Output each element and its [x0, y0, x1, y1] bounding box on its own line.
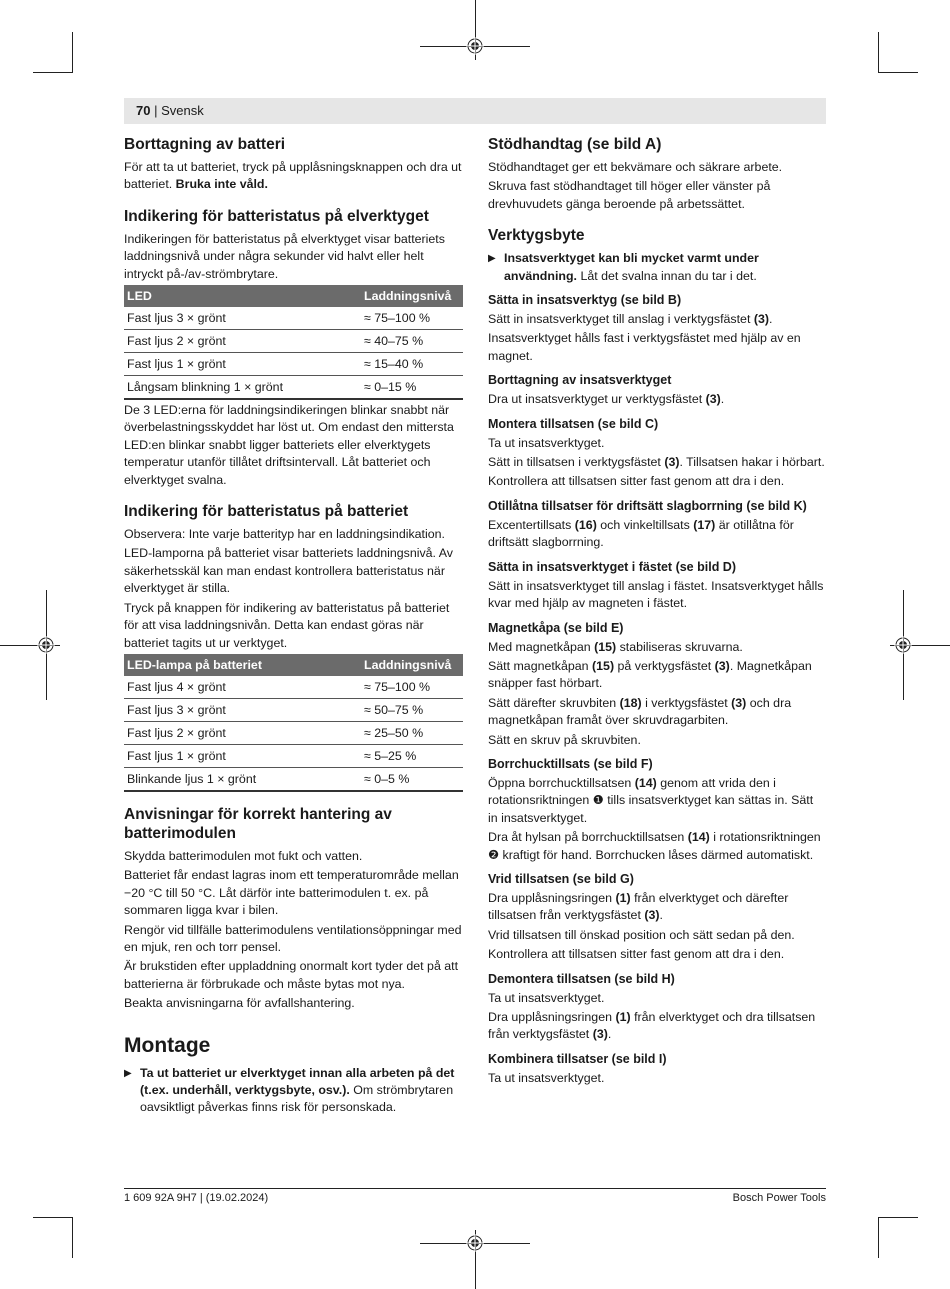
subsection-forbidden-attachments — [488, 498, 826, 552]
registration-mark-icon — [894, 636, 912, 654]
subsection-title: Magnetkåpa (se bild E) — [488, 620, 624, 635]
subsection-remove-tool — [488, 372, 826, 408]
section-tool-change — [488, 226, 826, 285]
subsection-insert-tool — [488, 292, 826, 365]
paragraph: Skruva fast stödhandtaget till höger eller vänster på drevhuvudets gänga beroende på arbetssättet. — [488, 179, 771, 211]
chapter-title: Montage — [124, 1033, 211, 1057]
registration-mark-icon — [466, 37, 484, 55]
section-title: Verktygsbyte — [488, 227, 585, 245]
subsection-title: Montera tillsatsen (se bild C) — [488, 416, 659, 431]
section-title: Anvisningar för korrekt hantering av batterimodulen — [124, 805, 392, 842]
subsection-combine-attachments — [488, 1051, 826, 1087]
section-side-handle — [488, 135, 826, 213]
footer-divider — [124, 1188, 826, 1189]
section-battery-handling — [124, 805, 464, 1013]
table-row: Fast ljus 4 × grönt ≈ 75–100 % — [124, 676, 463, 699]
charge-level-table — [124, 285, 463, 400]
subsection-title: Kombinera tillsatser (se bild I) — [488, 1051, 667, 1066]
battery-charge-table — [124, 654, 463, 792]
subsection-magnetic-cap — [488, 620, 826, 749]
table-header-row: LED Laddningsnivå — [124, 285, 463, 307]
section-title: Borttagning av batteri — [124, 136, 286, 153]
subsection-title: Demontera tillsatsen (se bild H) — [488, 971, 675, 986]
subsection-dismount-attachment — [488, 971, 826, 1044]
paragraph: Rengör vid tillfälle batterimodulens ventilationsöppningar med en mjuk, ren och torr pensel. — [124, 922, 462, 954]
paragraph: Batteriet får endast lagras inom ett temperaturområde mellan −20 °C till 50 °C. Låt därför inte batterimodulen t. ex. på sommaren ligga kvar i bilen. — [124, 868, 459, 918]
paragraph: Sätt en skruv på skruvbiten. — [488, 732, 641, 747]
paragraph: För att ta ut batteriet, tryck på upplåsningsknappen och dra ut batteriet. Bruka inte våld. — [124, 160, 462, 192]
subsection-title: Otillåtna tillsatser för driftsätt slagborrning (se bild K) — [488, 498, 807, 513]
paragraph: Dra upplåsningsringen (1) från elverktyget och därefter tillsatsen från verktygsfästet (3). — [488, 890, 789, 923]
subsection-title: Sätta in insatsverktyget i fästet (se bild D) — [488, 559, 736, 574]
footer-brand: Bosch Power Tools — [732, 1192, 826, 1204]
paragraph: Sätt därefter skruvbiten (18) i verktygsfästet (3) och dra magnetkåpan framåt över skruvdragarbiten. — [488, 695, 792, 728]
table-row: Blinkande ljus 1 × grönt ≈ 0–5 % — [124, 767, 463, 791]
paragraph: Dra upplåsningsringen (1) från elverktyget och dra tillsatsen från verktygsfästet (3). — [488, 1010, 816, 1042]
paragraph: Sätt magnetkåpan (15) på verktygsfästet (3). Magnetkåpan snäpper fast hörbart. — [488, 658, 812, 691]
registration-mark-icon — [466, 1234, 484, 1252]
table-row: Fast ljus 2 × grönt ≈ 25–50 % — [124, 721, 463, 744]
paragraph: Tryck på knappen för indikering av batteristatus på batteriet för att visa laddningsnivån. Detta kan endast göras när batteriet tagits ut ur verktyget. — [124, 600, 450, 650]
section-montage — [124, 1033, 464, 1117]
subsection-insert-in-holder — [488, 559, 826, 613]
header-separator: | — [154, 103, 158, 118]
paragraph: De 3 LED:erna för laddningsindikeringen blinkar snabbt när överbelastningsskyddet har löst ut. Om endast den mittersta LED:en blinkar snabbt ligger batteriets eller elverktygets temperatur utanför tillåtet driftsintervall. Låt batteriet och elverktyget svalna. — [124, 403, 454, 487]
section-tool-battery-status — [124, 207, 464, 489]
paragraph: Ta ut insatsverktyget. — [488, 990, 605, 1005]
paragraph: Vrid tillsatsen till önskad position och sätt sedan på den. — [488, 927, 795, 942]
paragraph: LED-lamporna på batteriet visar batteriets laddningsnivå. Av säkerhetsskäl kan man endast kontrollera batteristatus när elverktyget är stilla. — [124, 546, 453, 596]
subsection-title: Borttagning av insatsverktyget — [488, 373, 672, 388]
paragraph: Ta ut insatsverktyget. — [488, 435, 605, 450]
subsection-mount-attachment — [488, 416, 826, 491]
subsection-title: Borrchucktillsats (se bild F) — [488, 756, 653, 771]
table-row: Fast ljus 1 × grönt ≈ 5–25 % — [124, 744, 463, 767]
section-title: Stödhandtag (se bild A) — [488, 136, 662, 153]
arrow-right-icon: ▶ — [488, 253, 496, 265]
paragraph: Observera: Inte varje batterityp har en laddningsindikation. — [124, 527, 445, 542]
paragraph: Öppna borrchucktillsatsen (14) genom att vrida den i rotationsriktningen ❶ tills insatsverktyget kan sättas in. Sätt in insatsverktyget. — [488, 775, 814, 825]
paragraph: Dra ut insatsverktyget ur verktygsfästet (3). — [488, 392, 725, 407]
right-column — [488, 135, 826, 1094]
paragraph: Kontrollera att tillsatsen sitter fast genom att dra i den. — [488, 474, 785, 489]
section-battery-removal — [124, 135, 464, 194]
left-column — [124, 135, 464, 1119]
paragraph: Excentertillsats (16) och vinkeltillsats (17) är otillåtna för driftsätt slagborrning. — [488, 517, 794, 550]
subsection-title: Sätta in insatsverktyg (se bild B) — [488, 293, 682, 308]
warning-bullet: ▶ Ta ut batteriet ur elverktyget innan alla arbeten på det (t.ex. underhåll, verktygsbyte, osv.). Om strömbrytaren oavsiktligt påverkas finns risk för personskada. — [124, 1065, 455, 1115]
paragraph: Beakta anvisningarna för avfallshantering. — [124, 996, 355, 1011]
table-row: Fast ljus 3 × grönt ≈ 75–100 % — [124, 307, 463, 330]
paragraph: Ta ut insatsverktyget. — [488, 1070, 605, 1085]
registration-mark-icon — [37, 636, 55, 654]
paragraph: Indikeringen för batteristatus på elverktyget visar batteriets laddningsnivå under några sekunder vid halvt eller helt intryckt på-/av-strömbrytare. — [124, 231, 445, 281]
arrow-right-icon: ▶ — [124, 1067, 132, 1079]
page-header — [124, 98, 826, 124]
table-row: Fast ljus 3 × grönt ≈ 50–75 % — [124, 698, 463, 721]
header-language: Svensk — [161, 103, 204, 118]
subsection-title: Vrid tillsatsen (se bild G) — [488, 871, 634, 886]
paragraph: Stödhandtaget ger ett bekvämare och säkrare arbete. — [488, 160, 783, 174]
table-row: Fast ljus 2 × grönt ≈ 40–75 % — [124, 330, 463, 353]
subsection-rotate-attachment — [488, 871, 826, 964]
paragraph: Med magnetkåpan (15) stabiliseras skruvarna. — [488, 639, 743, 654]
footer-doc-id: 1 609 92A 9H7 | (19.02.2024) — [124, 1192, 269, 1204]
warning-bullet: ▶ Insatsverktyget kan bli mycket varmt under användning. Låt det svalna innan du tar i det. — [488, 251, 759, 283]
section-battery-status — [124, 502, 464, 792]
table-header-row: LED-lampa på batteriet Laddningsnivå — [124, 654, 463, 676]
page-number: 70 — [136, 103, 151, 118]
paragraph: Sätt in tillsatsen i verktygsfästet (3). Tillsatsen hakar i hörbart. — [488, 455, 825, 470]
table-row: Långsam blinkning 1 × grönt ≈ 0–15 % — [124, 376, 463, 400]
section-title: Indikering för batteristatus på batteriet — [124, 503, 409, 521]
paragraph: Insatsverktyget hålls fast i verktygsfästet med hjälp av en magnet. — [488, 331, 801, 363]
subsection-chuck-attachment — [488, 756, 826, 864]
paragraph: Är brukstiden efter uppladdning onormalt kort tyder det på att batterierna är förbrukade och måste bytas mot nya. — [124, 959, 459, 991]
paragraph: Kontrollera att tillsatsen sitter fast genom att dra i den. — [488, 947, 785, 962]
page-number-label — [136, 103, 204, 118]
paragraph: Skydda batterimodulen mot fukt och vatten. — [124, 848, 363, 863]
table-row: Fast ljus 1 × grönt ≈ 15–40 % — [124, 353, 463, 376]
paragraph: Dra åt hylsan på borrchucktillsatsen (14) i rotationsriktningen ❷ kraftigt för hand. Borrchucken låses därmed automatiskt. — [488, 830, 821, 862]
paragraph: Sätt in insatsverktyget till anslag i verktygsfästet (3). — [488, 312, 773, 327]
section-title: Indikering för batteristatus på elverktyget — [124, 207, 429, 225]
paragraph: Sätt in insatsverktyget till anslag i fästet. Insatsverktyget hålls kvar med hjälp av magneten i fästet. — [488, 578, 824, 611]
